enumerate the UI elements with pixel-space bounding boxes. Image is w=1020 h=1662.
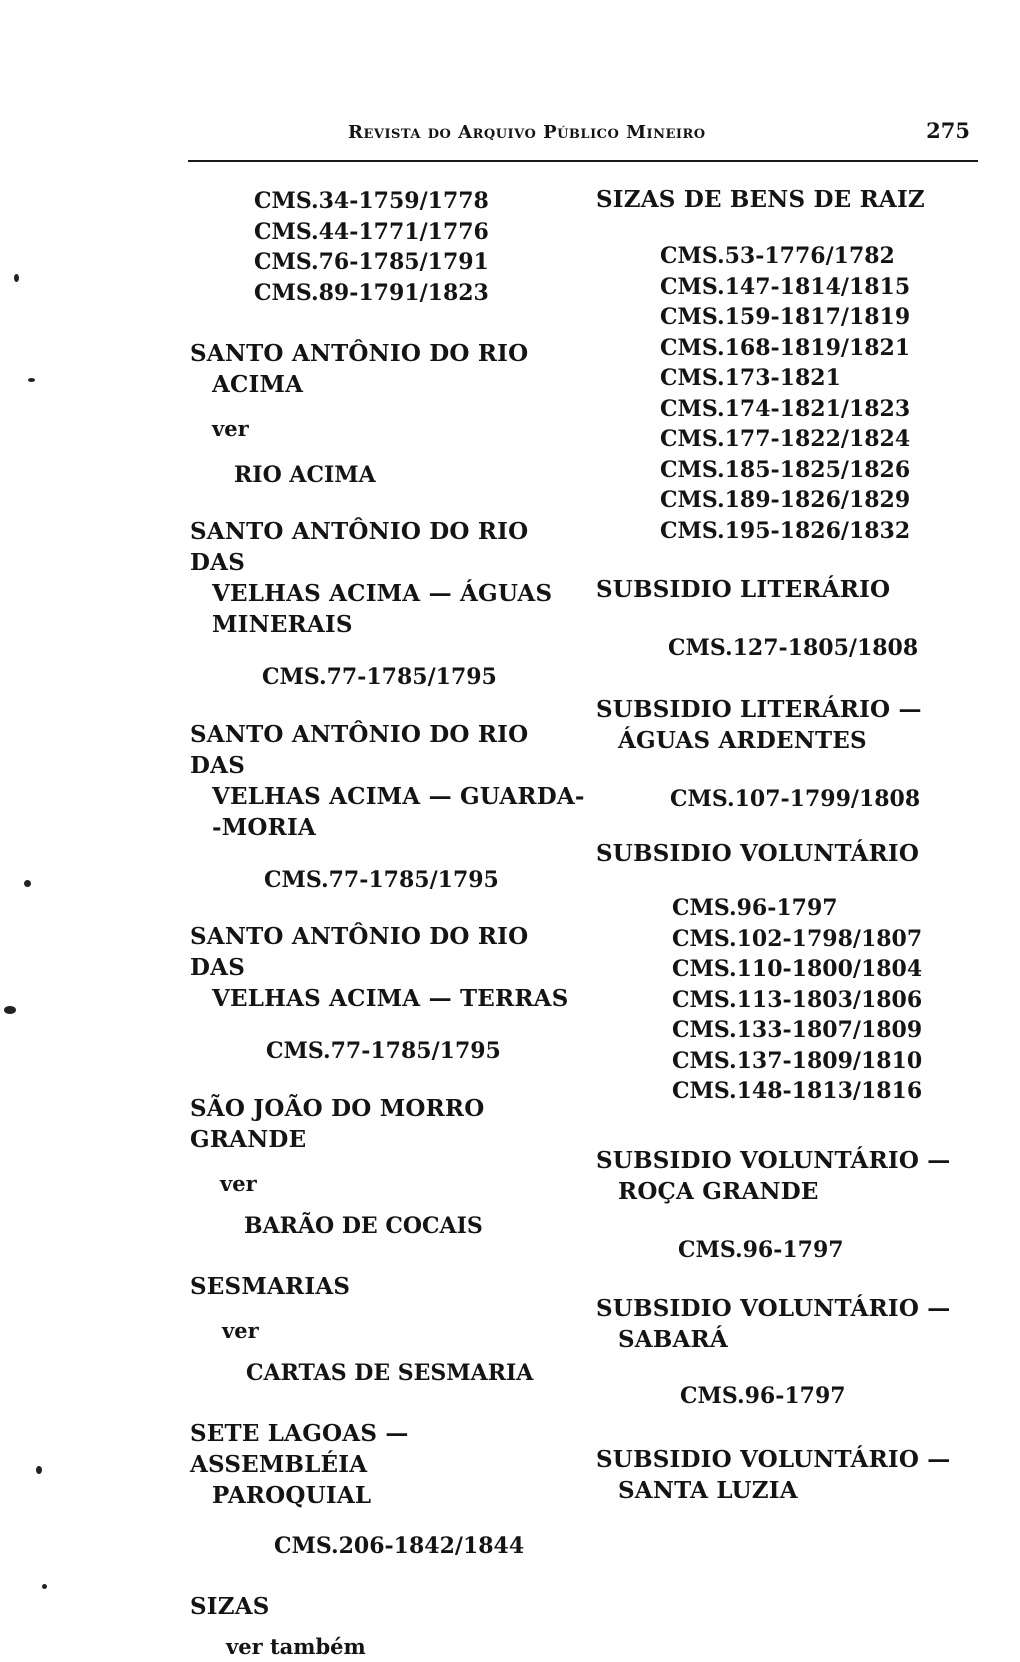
reference: CMS.137-1809/1810 (672, 1047, 923, 1074)
scan-speck (42, 1584, 47, 1589)
reference: CMS.102-1798/1807 (672, 925, 923, 952)
reference: CMS.110-1800/1804 (672, 956, 923, 982)
see-target: CARTAS DE SESMARIA (246, 1359, 534, 1386)
reference: CMS.96-1797 (678, 1236, 844, 1263)
heading-line: SUBSIDIO VOLUNTÁRIO — (596, 1146, 951, 1174)
index-entry (596, 1444, 976, 1506)
heading-line: SANTO ANTÔNIO DO RIO DAS (190, 720, 529, 779)
reference-list (596, 241, 976, 546)
reference: CMS.189-1826/1829 (660, 487, 911, 513)
index-entry (190, 1418, 590, 1562)
reference: CMS.174-1821/1823 (660, 395, 911, 422)
see-target: BARÃO DE COCAIS (244, 1212, 483, 1239)
index-entry (596, 694, 976, 815)
heading-line: SÃO JOÃO DO MORRO GRANDE (190, 1094, 485, 1153)
scan-speck (24, 880, 31, 887)
entry-heading (190, 1093, 590, 1155)
reference: CMS.147-1814/1815 (660, 273, 911, 300)
entry-heading (190, 516, 590, 640)
reference: CMS.206-1842/1844 (274, 1532, 525, 1559)
scan-speck (36, 1466, 42, 1474)
reference: CMS.96-1797 (680, 1383, 846, 1409)
heading-line: SESMARIAS (190, 1272, 351, 1300)
reference: CMS.96-1797 (672, 895, 838, 921)
reference: CMS.185-1825/1826 (660, 456, 911, 483)
entry-heading (596, 1444, 976, 1506)
reference: CMS.127-1805/1808 (668, 635, 919, 661)
heading-line: SIZAS (190, 1593, 270, 1620)
see-label: ver (222, 1317, 259, 1343)
heading-line: SIZAS DE BENS DE RAIZ (596, 186, 925, 213)
reference: CMS.34-1759/1778 (254, 188, 489, 214)
reference: CMS.148-1813/1816 (672, 1078, 923, 1104)
reference: CMS.107-1799/1808 (670, 785, 921, 812)
heading-line: -MORIA (212, 813, 316, 841)
entry-heading (190, 719, 590, 843)
heading-line: ROÇA GRANDE (618, 1177, 819, 1205)
heading-line: SANTO ANTÔNIO DO RIO (190, 340, 529, 367)
reference: CMS.89-1791/1823 (254, 279, 489, 306)
entry-heading (596, 1293, 976, 1355)
entry-heading (596, 574, 976, 605)
heading-line: SUBSIDIO VOLUNTÁRIO — (596, 1295, 951, 1322)
scan-speck (14, 274, 19, 282)
index-entry (190, 338, 590, 490)
entry-heading (596, 694, 976, 756)
heading-line: SUBSIDIO VOLUNTÁRIO (596, 840, 920, 867)
reference: CMS.113-1803/1806 (672, 986, 923, 1013)
entry-heading (190, 921, 590, 1014)
heading-line: SUBSIDIO LITERÁRIO (596, 576, 891, 603)
entry-heading (190, 1591, 590, 1622)
heading-line: SANTO ANTÔNIO DO RIO DAS (190, 923, 529, 981)
heading-line: SUBSIDIO LITERÁRIO — (596, 695, 922, 723)
index-entry (190, 719, 590, 896)
reference: CMS.77-1785/1795 (264, 866, 499, 893)
index-entry (190, 1093, 590, 1241)
heading-line: VELHAS ACIMA — GUARDA- (212, 782, 585, 810)
index-entry (190, 921, 590, 1067)
index-entry (596, 184, 976, 546)
reference: CMS.173-1821 (660, 365, 841, 391)
heading-line: ACIMA (212, 371, 304, 398)
reference-list (596, 893, 976, 1107)
reference: CMS.77-1785/1795 (266, 1038, 501, 1064)
reference: CMS.76-1785/1791 (254, 249, 489, 275)
heading-line: PAROQUIAL (212, 1481, 372, 1509)
heading-line: SANTO ANTÔNIO DO RIO DAS (190, 518, 529, 576)
heading-line: ÁGUAS ARDENTES (618, 726, 867, 754)
reference: CMS.77-1785/1795 (262, 664, 497, 690)
index-entry (596, 1293, 976, 1412)
right-column (596, 184, 976, 1506)
header-rule (188, 160, 978, 162)
heading-line: SABARÁ (618, 1326, 728, 1353)
see-label: ver (220, 1170, 257, 1196)
heading-line: SETE LAGOAS — ASSEMBLÉIA (190, 1419, 409, 1478)
heading-line: SUBSIDIO VOLUNTÁRIO — (596, 1445, 951, 1473)
entry-heading (190, 1271, 590, 1302)
reference: CMS.195-1826/1832 (660, 517, 911, 544)
entry-heading (596, 838, 976, 869)
reference: CMS.53-1776/1782 (660, 243, 895, 269)
heading-line: VELHAS ACIMA — ÁGUAS (212, 580, 553, 607)
reference: CMS.168-1819/1821 (660, 334, 911, 361)
see-target: RIO ACIMA (234, 462, 376, 488)
heading-line: SANTA LUZIA (618, 1476, 798, 1504)
see-label: ver também (226, 1634, 366, 1659)
scan-speck (4, 1006, 16, 1014)
continued-refs (190, 186, 590, 308)
reference: CMS.44-1771/1776 (254, 218, 489, 245)
entry-heading (596, 184, 976, 215)
left-column (190, 186, 590, 1662)
running-title: Revista do Arquivo Público Mineiro (348, 122, 706, 143)
index-entry (596, 574, 976, 664)
index-entry (596, 1145, 976, 1266)
index-entry (190, 1271, 590, 1388)
scan-speck (28, 378, 35, 382)
entry-heading (190, 338, 590, 400)
entry-heading (190, 1418, 590, 1511)
reference: CMS.159-1817/1819 (660, 304, 911, 330)
index-entry (190, 516, 590, 693)
reference: CMS.133-1807/1809 (672, 1017, 923, 1043)
reference: CMS.177-1822/1824 (660, 426, 911, 452)
index-entry (190, 1591, 590, 1662)
heading-line: MINERAIS (212, 611, 353, 638)
page-number: 275 (926, 118, 970, 143)
heading-line: VELHAS ACIMA — TERRAS (212, 985, 569, 1012)
page-header (188, 118, 978, 158)
entry-heading (596, 1145, 976, 1207)
see-label: ver (212, 416, 249, 441)
index-entry (596, 838, 976, 1107)
